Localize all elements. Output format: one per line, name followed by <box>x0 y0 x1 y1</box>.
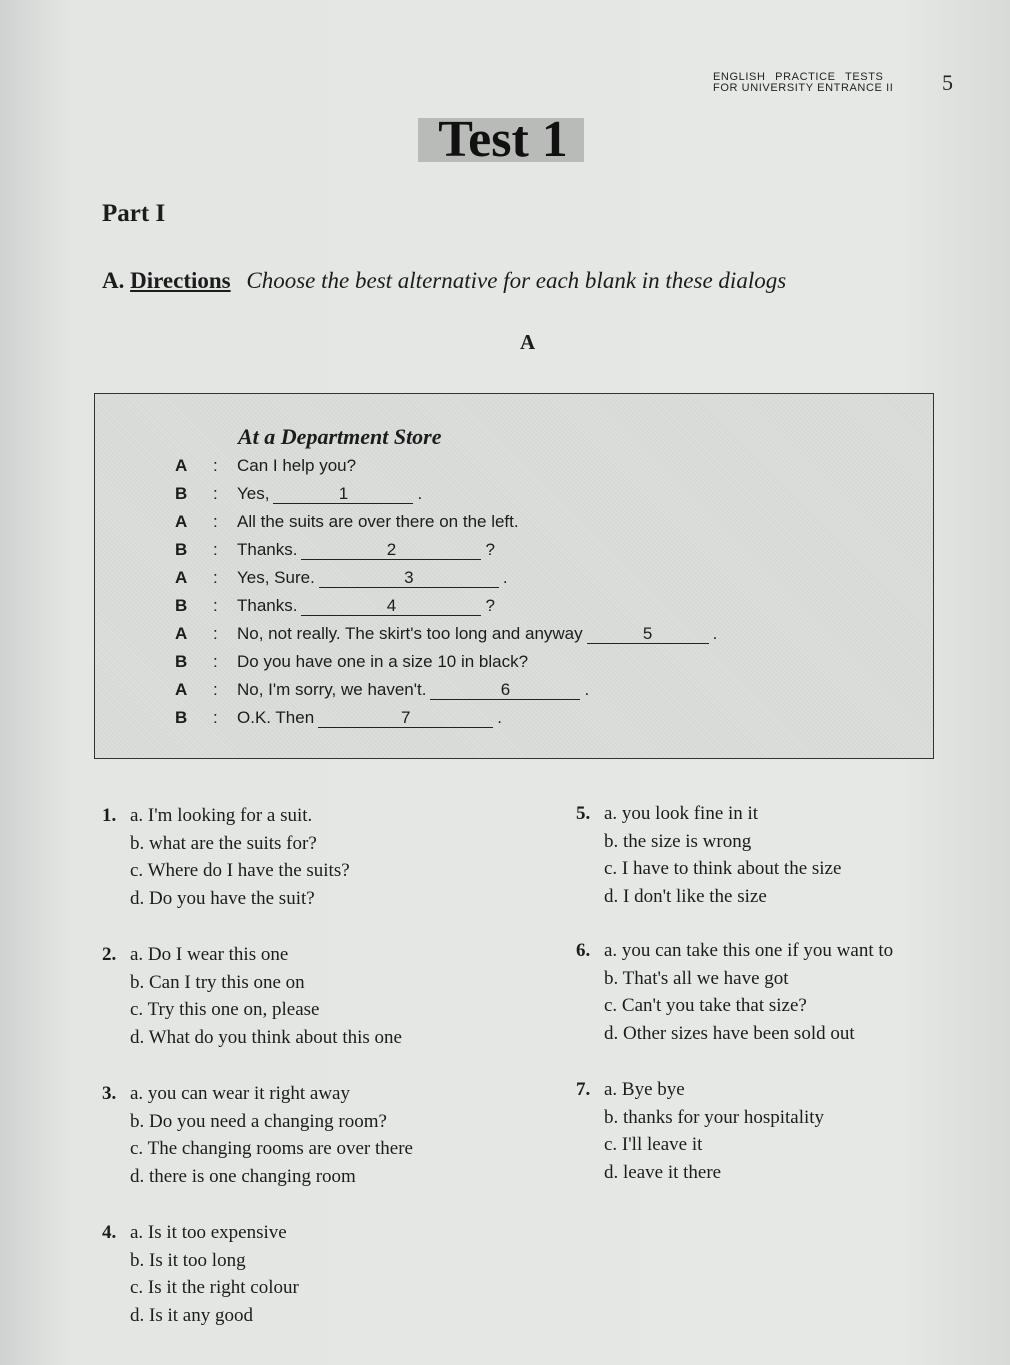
option-b: b. Is it too long <box>130 1249 246 1271</box>
dialog-line <box>95 592 933 620</box>
answer-blank: 5 <box>587 625 709 644</box>
directions-text: Choose the best alternative for each blank in these dialogs <box>246 268 787 293</box>
option-d: d. Do you have the suit? <box>130 887 315 909</box>
answer-blank: 1 <box>273 485 413 504</box>
speaker-label: A <box>175 568 188 587</box>
dialog-line <box>95 648 933 676</box>
speaker-label: B <box>175 484 188 503</box>
answer-blank: 2 <box>301 541 481 560</box>
option-d: d. leave it there <box>604 1161 722 1183</box>
option-b: b. what are the suits for? <box>130 832 317 854</box>
question-number: 5. <box>576 803 591 824</box>
dialog-text-part: Thanks. <box>237 540 298 559</box>
dialog-text-part: . <box>497 708 502 727</box>
option-b: b. Do you need a changing room? <box>130 1110 387 1132</box>
option-c: c. Is it the right colour <box>130 1277 299 1298</box>
dialog-text <box>237 596 495 616</box>
running-header <box>713 72 893 94</box>
question-number: 2. <box>102 944 117 965</box>
option-a: a. I'm looking for a suit. <box>130 805 313 826</box>
answer-blank: 4 <box>301 597 481 616</box>
dialog-line <box>95 508 933 536</box>
colon: : <box>213 540 218 559</box>
dialog-text-part: No, I'm sorry, we haven't. <box>237 680 427 699</box>
dialog-line <box>95 536 933 564</box>
speaker-label: B <box>175 708 188 727</box>
dialog-line <box>95 452 933 480</box>
speaker-label: B <box>175 540 188 559</box>
dialog-text-part: Do you have one in a size 10 in black? <box>237 652 529 671</box>
dialog-text <box>237 680 589 700</box>
dialog-line <box>95 704 933 732</box>
option-b: b. Can I try this one on <box>130 971 305 993</box>
speaker-label: A <box>175 680 188 699</box>
dialog-line <box>95 480 933 508</box>
colon: : <box>213 708 218 727</box>
dialog-text <box>237 484 422 504</box>
option-d: d. Is it any good <box>130 1304 253 1326</box>
dialog-line <box>95 620 933 648</box>
dialog-text-part: . <box>417 484 423 503</box>
directions <box>102 268 786 294</box>
speaker-label: A <box>175 624 188 643</box>
option-a: a. you can take this one if you want to <box>604 940 894 961</box>
option-a: a. Do I wear this one <box>130 944 289 965</box>
option-a: a. you look fine in it <box>604 803 759 824</box>
question-3 <box>102 1080 413 1190</box>
dialog-text <box>237 512 519 532</box>
header-line-2: FOR UNIVERSITY ENTRANCE II <box>713 82 894 94</box>
dialog-text <box>237 708 502 728</box>
question-1 <box>102 802 350 912</box>
option-c: c. Can't you take that size? <box>604 995 807 1016</box>
answer-blank: 7 <box>318 709 493 728</box>
speaker-label: B <box>175 596 188 615</box>
option-b: b. thanks for your hospitality <box>604 1106 825 1128</box>
option-c: c. I'll leave it <box>604 1134 703 1155</box>
page-number: 5 <box>942 70 953 95</box>
option-a: a. you can wear it right away <box>130 1083 350 1104</box>
dialog-text-part: . <box>502 568 508 587</box>
speaker-label: A <box>175 512 188 531</box>
dialog-text-part: Can I help you? <box>237 456 357 475</box>
colon: : <box>213 624 218 643</box>
speaker-label: A <box>175 456 188 475</box>
option-b: b. That's all we have got <box>604 967 789 989</box>
question-7 <box>576 1076 824 1186</box>
option-d: d. What do you think about this one <box>130 1026 402 1048</box>
test-title: Test 1 <box>438 111 568 168</box>
option-d: d. Other sizes have been sold out <box>604 1022 855 1044</box>
section-label: A <box>520 330 536 354</box>
dialog-line <box>95 564 933 592</box>
speaker-label: B <box>175 652 188 671</box>
option-d: d. I don't like the size <box>604 885 767 907</box>
dialog-text <box>237 652 528 672</box>
answer-blank: 6 <box>430 681 580 700</box>
dialog-text-part: . <box>712 624 718 643</box>
directions-label: Directions <box>130 268 231 293</box>
dialog-text-part: All the suits are over there on the left. <box>237 512 519 531</box>
option-a: a. Bye bye <box>604 1079 685 1100</box>
option-d: d. there is one changing room <box>130 1165 356 1187</box>
dialog-text <box>237 540 495 560</box>
question-5 <box>576 800 841 910</box>
question-number: 6. <box>576 940 591 961</box>
dialog-lines <box>95 452 933 732</box>
option-c: c. Where do I have the suits? <box>130 860 350 881</box>
question-2 <box>102 941 402 1051</box>
dialog-text-part: No, not really. The skirt's too long and anyway <box>237 624 583 643</box>
directions-letter: A. <box>102 268 125 293</box>
dialog-text <box>237 456 356 476</box>
colon: : <box>213 680 218 699</box>
question-number: 3. <box>102 1083 117 1104</box>
colon: : <box>213 484 218 503</box>
option-c: c. Try this one on, please <box>130 999 320 1020</box>
option-b: b. the size is wrong <box>604 830 752 852</box>
option-c: c. The changing rooms are over there <box>130 1138 413 1159</box>
colon: : <box>213 596 218 615</box>
colon: : <box>213 568 218 587</box>
dialog-text-part: Yes, Sure. <box>237 568 315 587</box>
dialog-text-part: ? <box>485 596 495 615</box>
header-line-1: ENGLISH PRACTICE TESTS <box>713 71 884 83</box>
dialog-text-part: Yes, <box>237 484 270 503</box>
question-number: 4. <box>102 1222 117 1243</box>
question-number: 1. <box>102 805 117 826</box>
question-4 <box>102 1219 299 1329</box>
dialog-text <box>237 624 717 644</box>
dialog-text <box>237 568 508 588</box>
dialog-box <box>94 393 934 759</box>
colon: : <box>213 652 218 671</box>
question-number: 7. <box>576 1079 591 1100</box>
dialog-text-part: ? <box>485 540 495 559</box>
dialog-line <box>95 676 933 704</box>
option-c: c. I have to think about the size <box>604 858 842 879</box>
dialog-text-part: Thanks. <box>237 596 298 615</box>
colon: : <box>213 512 218 531</box>
part-heading: Part I <box>102 200 166 227</box>
answer-blank: 3 <box>319 569 499 588</box>
option-a: a. Is it too expensive <box>130 1222 287 1243</box>
question-6 <box>576 937 893 1047</box>
dialog-text-part: O.K. Then <box>237 708 315 727</box>
colon: : <box>213 456 218 475</box>
dialog-title: At a Department Store <box>238 424 442 449</box>
dialog-text-part: . <box>584 680 590 699</box>
